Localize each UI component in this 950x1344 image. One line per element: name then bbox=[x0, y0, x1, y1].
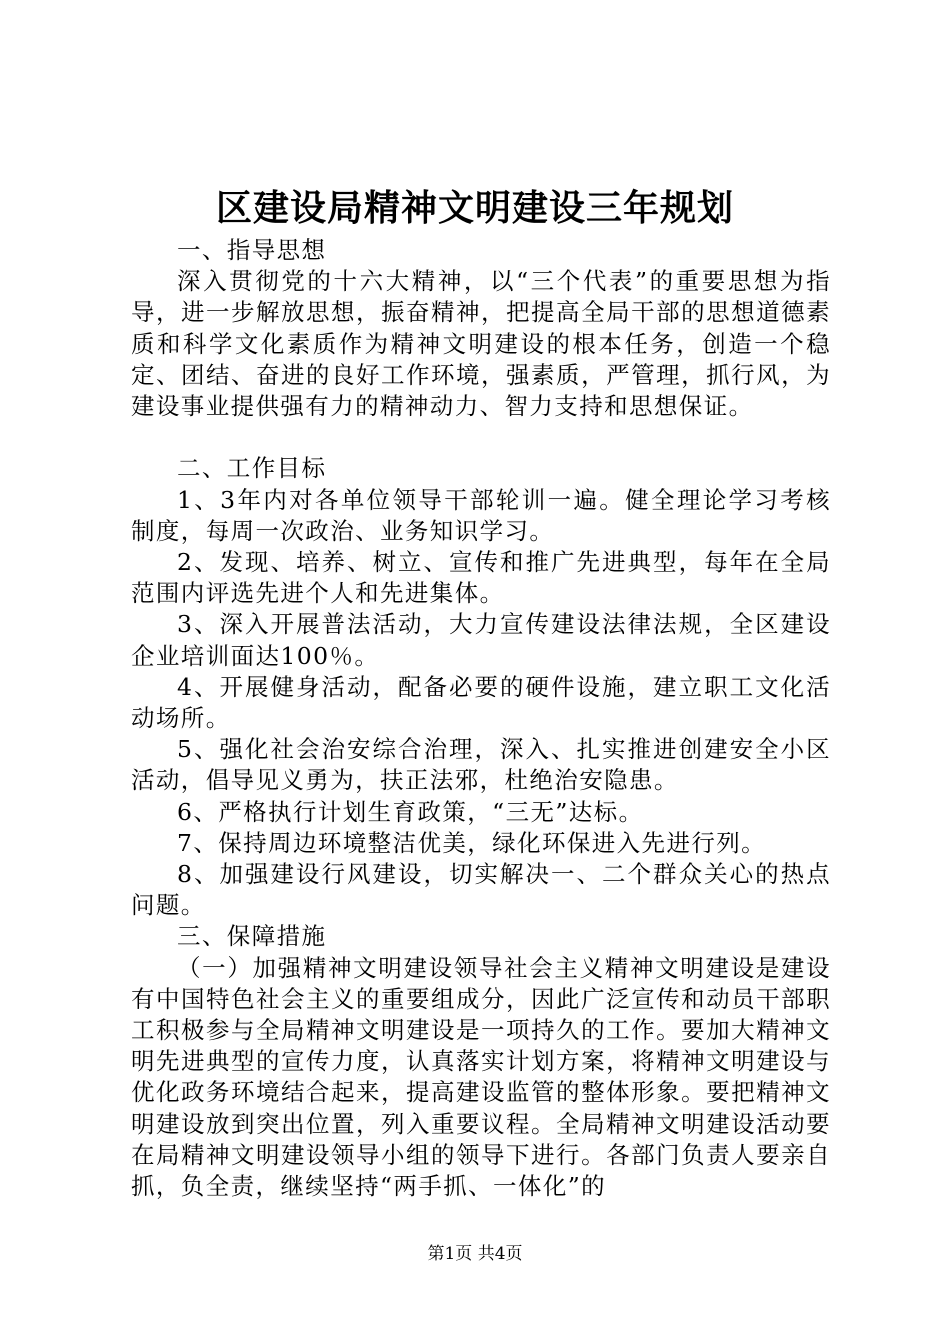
section-spacer bbox=[131, 422, 831, 453]
goal-item-7: 7、保持周边环境整洁优美，绿化环保进入先进行列。 bbox=[177, 828, 767, 857]
goal-item-6: 6、严格执行计划生育政策，“三无”达标。 bbox=[177, 797, 644, 826]
goal-item-3: 3、深入开展普法活动，大力宣传建设法律法规，全区建设企业培训面达100％。 bbox=[131, 610, 831, 670]
section-heading-guiding-ideology: 一、指导思想 bbox=[177, 236, 327, 264]
section-heading-safeguards: 三、保障措施 bbox=[177, 922, 327, 951]
goal-item-8: 8、加强建设行风建设，切实解决一、二个群众关心的热点问题。 bbox=[131, 860, 831, 920]
document-title: 区建设局精神文明建设三年规划 bbox=[215, 187, 734, 229]
goal-item-4: 4、开展健身活动，配备必要的硬件设施，建立职工文化活动场所。 bbox=[131, 672, 831, 733]
goal-item-1: 1、3年内对各单位领导干部轮训一遍。健全理论学习考核制度，每周一次政治、业务知识学习。 bbox=[131, 485, 831, 545]
goal-item-5: 5、强化社会治安综合治理，深入、扎实推进创建安全小区活动，倡导见义勇为，扶正法邪，杜绝治安隐患。 bbox=[131, 735, 831, 795]
paragraph-safeguards-1: （一）加强精神文明建设领导社会主义精神文明建设是建设有中国特色社会主义的重要组成分，因此广泛宣传和动员干部职工积极参与全局精神文明建设是一项持久的工作。要加大精神文明先进典型的宣传力度，认真落实计划方案，将精神文明建设与优化政务环境结合起来，提高建设监管的整体形象。要把精神文明建设放到突出位置，列入重要议程。全局精神文明建设活动要在局精神文明建设领导小组的领导下进行。各部门负责人要亲自抓，负全责，继续坚持“两手抓、一体化”的 bbox=[131, 953, 831, 1201]
section-heading-work-goals: 二、工作目标 bbox=[177, 454, 327, 483]
page-footer: 第1页 共4页 bbox=[427, 1244, 523, 1264]
paragraph-guiding-ideology: 深入贯彻党的十六大精神，以“三个代表”的重要思想为指导，进一步解放思想，振奋精神，把提高全局干部的思想道德素质和科学文化素质作为精神文明建设的根本任务，创造一个稳定、团结、奋进的良好工作环境，强素质，严管理，抓行风，为建设事业提供强有力的精神动力、智力支持和思想保证。 bbox=[131, 267, 831, 421]
goal-item-2: 2、发现、培养、树立、宣传和推广先进典型，每年在全局范围内评选先进个人和先进集体。 bbox=[131, 548, 831, 608]
document-body bbox=[131, 235, 831, 1202]
